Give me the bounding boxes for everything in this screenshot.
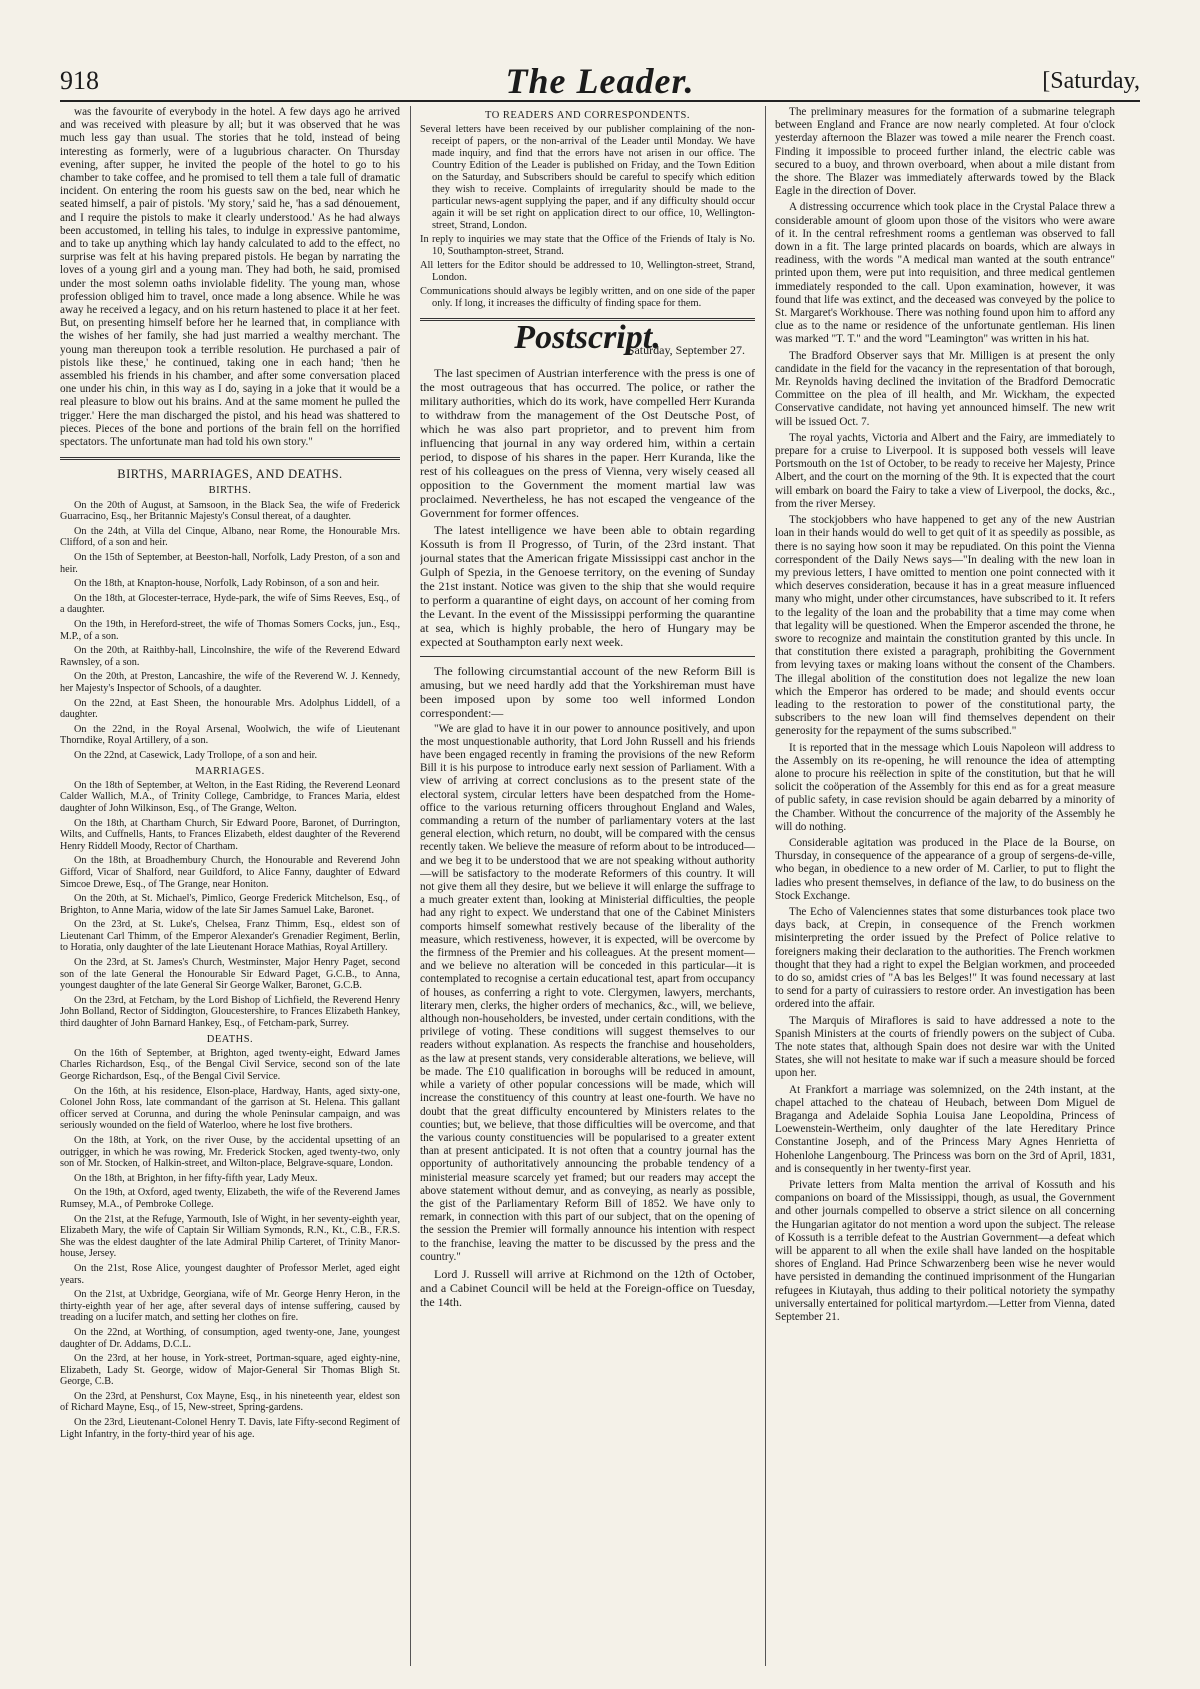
birth-entry: On the 24th, at Villa del Cinque, Albano, near Rome, the Honourable Mrs. Clifford, of a son and heir. xyxy=(60,525,400,549)
deaths-list xyxy=(60,1048,400,1440)
story-ending: was the favourite of everybody in the hotel. A few days ago he arrived and was received with pleasure by all; but it was observed that he was much less gay than usual. The stories that he told, instead of being interesting as formerly, were of a lugubrious character. On Thursday evening, after supper, he invited the people of the hotel to go to his chamber to take coffee, and he promised to tell them a tale full of dramatic incident. On entering the room his guests saw on the bed, near which he seated himself, a pair of pistols. 'My story,' said he, 'has a sad dénouement, and I require the pistols to make it clearly understood.' As he had always been accustomed, in telling his tales, to indulge in expressive pantomime, and to take up anything which lay handy calculated to add to the effect, no surprise was felt at his having prepared pistols. He began by narrating the loves of a young girl and a young man. They had both, he said, promised under the most solemn oaths inviolable fidelity. The young man, whose profession obliged him to travel, once made a long absence. While he was away he received a legacy, and on his return hastened to place it at her feet. But, on presenting himself before her he learned that, in compliance with the wishes of her family, she had just married a wealthy merchant. The young man thereupon took a terrible resolution. He purchased a pair of pistols like these,' he continued, taking one in each hand; 'then he assembled his friends in his chamber, and after some conversation placed one under his chin, in this way as I do, saying in a joke that it would be a real pleasure to blow out his brains. And at the same moment he pulled the trigger.' Here the man discharged the pistol, and his head was shattered to pieces. Pieces of the bone and portions of the brain fell on the horrified spectators. The unfortunate man had told his own story." xyxy=(60,106,400,449)
newspaper-title: The Leader. xyxy=(505,61,695,101)
news-paragraph: The Echo of Valenciennes states that some disturbances took place two days back, at Crepin, in consequence of the French workmen misinterpreting the order issued by the Prefect of Police relative to foreigners making their declaration to the authorities. The French workmen thought that they had a right to expel the Belgian workmen, and proceeded to do so, amidst cries of "A bas les Belges!" It was found necessary at last to send for a party of cuirassiers to restore order. An investigation has been ordered into the affair. xyxy=(775,905,1115,1011)
death-entry: On the 21st, at the Refuge, Yarmouth, Isle of Wight, in her seventy-eighth year, Elizabeth Mary, the wife of Captain Sir William Symonds, R.N., Kt., C.B., F.R.S. She was the eldest daughter of the late Admiral Philip Carteret, of Trinity Manor-house, Jersey. xyxy=(60,1213,400,1260)
death-entry: On the 23rd, Lieutenant-Colonel Henry T. Davis, late Fifty-second Regiment of Light Infantry, in the forty-third year of his age. xyxy=(60,1417,400,1440)
marriage-entry: On the 23rd, at Fetcham, by the Lord Bishop of Lichfield, the Reverend Henry John Bolland, Rector of Siddington, Gloucestershire, to Frances Elizabeth Hankey, third daughter of John Barnard Hankey, Esq., of Fetcham-park, Surrey. xyxy=(60,994,400,1030)
birth-entry: On the 22nd, in the Royal Arsenal, Woolwich, the wife of Lieutenant Thorndike, Royal Artillery, of a son. xyxy=(60,723,400,747)
death-entry: On the 16th, at his residence, Elson-place, Hardway, Hants, aged sixty-one, Colonel John Ross, late commandant of the garrison at St. Helena. This gallant officer served at Corunna, and during the whole Peninsular campaign, and was seriously wounded on the field of Waterloo, where he lost five brothers. xyxy=(60,1085,400,1132)
death-entry: On the 16th of September, at Brighton, aged twenty-eight, Edward James Charles Richardson, Esq., of the Bengal Civil Service, second son of the late George Richardson, Esq., of the Bengal Civil Service. xyxy=(60,1047,400,1083)
masthead xyxy=(60,60,1140,102)
news-paragraph: Considerable agitation was produced in the Place de la Bourse, on Thursday, in consequence of the appearance of a group of sergens-de-ville, who began, in obedience to a new order of M. Carlier, to put to flight the ladies who present themselves, in defiance of the law, to do business on the Stock Exchange. xyxy=(775,836,1115,902)
column-divider xyxy=(765,106,766,1666)
news-paragraph: The preliminary measures for the formation of a submarine telegraph between England and France are now nearly completed. At four o'clock yesterday afternoon the Blazer was towed a mile nearer the French coast. Finding it impossible to proceed further inland, the electric cable was secured to a buoy, and thrown overboard, when about a mile distant from the shore. The Blazer was immediately afterwards towed by the Black Eagle in the direction of Dover. xyxy=(775,106,1115,198)
reform-bill-article xyxy=(420,664,755,720)
masthead-rule xyxy=(60,100,1140,102)
death-entry: On the 19th, at Oxford, aged twenty, Elizabeth, the wife of the Reverend James Rumsey, M.A., of Pembroke College. xyxy=(60,1187,400,1210)
postscript-heading: Postscript. xyxy=(514,319,661,357)
birth-entry: On the 22nd, at Casewick, Lady Trollope, of a son and heir. xyxy=(74,749,318,761)
notice-heading: TO READERS AND CORRESPONDENTS. xyxy=(485,110,690,121)
news-paragraph: Private letters from Malta mention the arrival of Kossuth and his companions on board of the Mississippi, though, as usual, the Government and other journals compelled to observe a strict silence on all concerning the Hungarian agitator do not mention a word upon the subject. The release of Kossuth is a terrible defeat to the Austrian Government—a defeat which will be apparent to all when the exile shall have landed on the hospitable shores of England. Had Prince Schwarzenberg been wise he never would have persisted in demanding the continued imprisonment of the Hungarian refugees in Kiutayah, thus adding to their political notoriety the sympathy universally entertained for political martyrdom.—Letter from Vienna, dated September 21. xyxy=(775,1179,1115,1324)
birth-entry: On the 20th, at Raithby-hall, Lincolnshire, the wife of the Reverend Edward Rawnsley, of a son. xyxy=(60,645,400,668)
marriage-entry: On the 23rd, at St. Luke's, Chelsea, Franz Thimm, Esq., eldest son of Lieutenant Carl Thimm, of the Emperor Alexander's Grenadier Regiment, Berlin, to Horatia, only daughter of the late Lieutenant Horace Mathias, Royal Artillery. xyxy=(60,919,400,954)
column-right xyxy=(775,106,1115,1666)
notice-item: In reply to inquiries we may state that the Office of the Friends of Italy is No. 10, Southampton-street, Strand. xyxy=(420,234,755,258)
death-entry: On the 23rd, at her house, in York-street, Portman-square, aged eighty-nine, Elizabeth, Lady St. George, widow of Major-General Sir Thomas Bligh St. George, C.B. xyxy=(60,1353,400,1388)
postscript-dateline: Saturday, September 27. xyxy=(627,343,745,358)
masthead-day: [Saturday, xyxy=(1042,68,1140,94)
news-paragraph: A distressing occurrence which took place in the Crystal Palace threw a considerable amount of gloom upon those of the visitors who were aware of it. In the central refreshment rooms a gentleman was observed to fall down in a fit. The large printed placards on boards, which are always in readiness, with the words "A medical man wanted at the south entrance" printed upon them, were put into requisition, and three medical gentlemen immediately responded to the call. Upon examination, however, it was found that life was extinct, and the deceased was conveyed by the police to St. Margaret's Workhouse. There was nothing found upon him to afford any clue as to the name or residence of the unfortunate gentleman. His linen was marked "T. T." and the word "Leamington" was written in his hat. xyxy=(775,201,1115,346)
article-paragraph: The latest intelligence we have been able to obtain regarding Kossuth is from Il Progresso, of Turin, of the 23rd instant. That journal states that the American frigate Mississippi cast anchor in the Gulph of Spezia, in the Genoese territory, on the evening of Sunday the 21st instant. Notice was given to the ship that she would require to perform a quarantine of eight days, on account of her coming from the Levant. In the event of the Mississippi performing the quarantine at sea, which is highly probable, the hero of Hungary may be expected at Southampton early next week. xyxy=(420,522,755,649)
notice-block xyxy=(420,124,755,310)
marriage-entry: On the 18th, at Chartham Church, Sir Edward Poore, Baronet, of Durrington, Wilts, and Cuffnells, Hants, to Frances Elizabeth, eldest daughter of the Reverend Henry Riddell Moody, Rector of Chartham. xyxy=(60,817,400,852)
article-rule xyxy=(420,656,755,657)
death-entry: On the 21st, at Uxbridge, Georgiana, wife of Mr. George Henry Heron, in the thirty-eighth year of her age, after several days of intense suffering, caused by treading on a lucifer match, and setting her clothes on fire. xyxy=(60,1289,400,1324)
deaths-heading: DEATHS. xyxy=(206,1033,254,1045)
page-number: 918 xyxy=(60,66,99,95)
article-quote: "We are glad to have it in our power to announce positively, and upon the most unquestionable authority, that Lord John Russell and his friends have been engaged recently in framing the provisions of the new Reform Bill it is his purpose to introduce early next session of Parliament. With a view of arriving at correct conclusions as to the present state of the electoral system, circular letters have been despatched from the Home-office to the various returning officers throughout England and Wales, commanding a return of the number of parliamentary voters at the last general election, which return, no doubt, will be compared with the census recently taken. We believe the measure of reform about to be introduced—and we beg it to be understood that we are not speaking without authority—will be satisfactory to the moderate Reformers of this country. It will not give them all they desire, but we believe it will enlarge the suffrage to a much greater extent than, looking at Ministerial difficulties, the people had any right to expect. We understand that one of the Cabinet Ministers comports himself somewhat restively because of the liberality of the measure, which restiveness, however, it is expected, will be overcome by the firmness of the Premier and his colleagues. At the present moment—and we believe no alteration will be conceded in this particular—it is contemplated to recognise a certain educational test, apart from occupancy of houses, as conferring a right to vote. Clergymen, lawyers, merchants, literary men, clerks, the higher orders of mechanics, &c., will, we believe, although non-householders, be invested, under certain conditions, with the privilege of voting. These conditions will suggest themselves to our readers without explanation. As respects the franchise and householders, as the law at present stands, very considerable alterations, we believe, will be made. The £10 qualification in boroughs will be reduced in amount, while a variety of other popular concessions will be made, which will increase the constituency of this country at least one-fourth. We have no doubt that the great difficulty encountered by Ministers relates to the counties; but, we believe, that those difficulties will be overcome, and that the various county constituencies will be popularised to a greater extent than at present anticipated. It is not often that a country journal has the opportunity of authoritatively announcing the probable tendency of a ministerial measure scarcely yet framed; but our readers may accept the above statement without demur, and as conveying, as nearly as possible, the gist of the Parliamentary Reform Bill of 1852. We have only to remark, in connection with this part of our subject, that on the opening of the session the Premier will formally announce his intention with respect to the franchise, leaving the matter to be discussed by the press and the country." xyxy=(420,722,755,1263)
news-paragraph: At Frankfort a marriage was solemnized, on the 24th instant, at the chapel attached to the chateau of Heubach, between Dom Miguel de Braganga and Adelaide Sophia Louisa Jane Leopoldina, Princess of Loewenstein-Wertheim, only daughter of the late Hereditary Prince Constantine Joseph, and of the Princess Mary Agnes Henrietta of Hohenlohe Langenbourg. The Princess was born on the 3rd of April, 1831, and is consequently in her twenty-first year. xyxy=(775,1083,1115,1175)
notice-item: Several letters have been received by our publisher complaining of the non-receipt of papers, or the non-arrival of the Leader until Monday. We have made inquiry, and find that the errors have not arisen in our office. The Country Edition of the Leader is published on Friday, and the Town Edition on the Saturday, and Subscribers should be careful to specify which edition they wish to receive. Complaints of irregularity should be made to the particular news-agent supplying the paper, and if any difficulty should occur again it will be set right on application direct to our office, 10, Wellington-street, Strand, London. xyxy=(420,124,755,232)
death-entry: On the 22nd, at Worthing, of consumption, aged twenty-one, Jane, youngest daughter of Dr. Addams, D.C.L. xyxy=(60,1326,400,1350)
news-paragraph: The Marquis of Miraflores is said to have addressed a note to the Spanish Ministers at the courts of friendly powers on the subject of Cuba. The note states that, although Spain does not desire war with the United States, she will not hesitate to make war if such a measure should be forced upon her. xyxy=(775,1014,1115,1080)
death-entry: On the 21st, Rose Alice, youngest daughter of Professor Merlet, aged eight years. xyxy=(60,1262,400,1286)
birth-entry: On the 18th, at Glocester-terrace, Hyde-park, the wife of Sims Reeves, Esq., of a daughter. xyxy=(60,592,400,616)
birth-entry: On the 19th, in Hereford-street, the wife of Thomas Somers Cocks, jun., Esq., M.P., of a son. xyxy=(60,619,400,642)
birth-entry: On the 20th, at Preston, Lancashire, the wife of the Reverend W. J. Kennedy, her Majesty's Inspector of Schools, of a daughter. xyxy=(60,671,400,694)
notice-item: All letters for the Editor should be addressed to 10, Wellington-street, Strand, London. xyxy=(420,260,755,284)
birth-entry: On the 18th, at Knapton-house, Norfolk, Lady Robinson, of a son and heir. xyxy=(74,578,380,590)
postscript-body xyxy=(420,366,755,649)
notice-item: Communications should always be legibly written, and on one side of the paper only. If long, it increases the difficulty of finding space for them. xyxy=(420,286,755,310)
section-rule xyxy=(60,457,400,460)
article-paragraph: The following circumstantial account of the new Reform Bill is amusing, but we need hardly add that the Yorkshireman must have been imposed upon by some too well informed London correspondent:— xyxy=(420,663,755,720)
birth-entry: On the 20th of August, at Samsoon, in the Black Sea, the wife of Frederick Guarracino, Esq., her Britannic Majesty's Consul thereat, of a daughter. xyxy=(60,499,400,523)
column-middle xyxy=(420,106,755,1666)
marriage-entry: On the 18th, at Broadhembury Church, the Honourable and Reverend John Gifford, Vicar of Shalford, near Guildford, to Alice Fanny, daughter of Edward Simcoe Drewe, Esq., of The Grange, near Honiton. xyxy=(60,855,400,890)
births-heading: BIRTHS. xyxy=(208,485,252,497)
death-entry: On the 18th, at Brighton, in her fifty-fifth year, Lady Meux. xyxy=(74,1172,318,1184)
news-paragraph: The royal yachts, Victoria and Albert and the Fairy, are immediately to prepare for a cruise to Liverpool. It is supposed both vessels will leave Portsmouth on the 1st of October, to be ready to receive her Majesty, Prince Albert, and the court on the morning of the 9th. It is expected that the court will embark on board the Fairy to take a view of Liverpool, the docks, &c., from the river Mersey. xyxy=(775,431,1115,510)
marriage-entry: On the 20th, at St. Michael's, Pimlico, George Frederick Mitchelson, Esq., of Brighton, to Anne Maria, widow of the late Sir James Samuel Lake, Baronet. xyxy=(60,893,400,916)
article-paragraph: Lord J. Russell will arrive at Richmond on the 12th of October, and a Cabinet Council will be held at the Foreign-office on Tuesday, the 14th. xyxy=(420,1266,755,1309)
bmd-heading: BIRTHS, MARRIAGES, AND DEATHS. xyxy=(117,467,343,482)
birth-entry: On the 15th of September, at Beeston-hall, Norfolk, Lady Preston, of a son and heir. xyxy=(60,552,400,575)
column-divider xyxy=(410,106,411,1666)
death-entry: On the 23rd, at Penshurst, Cox Mayne, Esq., in his nineteenth year, eldest son of Richard Mayne, Esq., of 15, New-street, Spring-gardens. xyxy=(60,1390,400,1414)
news-paragraph: The stockjobbers who have happened to get any of the new Austrian loan in their hands would do well to get quit of it as speedily as possible, as there is no saying how soon it may be repudiated. On this point the Vienna correspondent of the Daily News says—"In dealing with the new loan in my previous letters, I have omitted to mention one point connected with it which deserves consideration, because it has in a great measure influenced many who might, under other circumstances, have subscribed to it. It refers to the legality of the loan and the probability that a time may come when that legality will be questioned. When the Emperor ascended the throne, he swore to recognize and maintain the constitution granted by this uncle. In that constitution there existed a paragraph, prohibiting the Government from levying taxes or making loans without the consent of the Chambers. The illegal abolition of the constitution does not legalize the new loan which the Emperor has ordered to be made; and should events occur leading to the restoration to power of the constitutional party, the subscribers to the new loan will find themselves dependent on their generosity for the repayment of the sums subscribed." xyxy=(775,514,1115,738)
death-entry: On the 18th, at York, on the river Ouse, by the accidental upsetting of an outrigger, in which he was rowing, Mr. Frederick Stocken, aged twenty-two, only son of Mr. Stocken, of Halkin-street, and Wilton-place, Belgrave-square, London. xyxy=(60,1135,400,1170)
marriages-list xyxy=(60,780,400,1030)
news-paragraph: The Bradford Observer says that Mr. Milligen is at present the only candidate in the field for the vacancy in the representation of that borough, Mr. Reynolds having declined the invitation of the Bradford Democratic Committee on the plea of ill health, and Mr. Wickham, the expected Conservative candidate, not having yet announced himself. The new writ will be issued Oct. 7. xyxy=(775,349,1115,428)
marriages-heading: MARRIAGES. xyxy=(195,765,265,777)
column-left xyxy=(60,106,400,1666)
article-paragraph: The last specimen of Austrian interference with the press is one of the most outrageous that has occurred. The police, or rather the military authorities, which do its work, have compelled Herr Kuranda to withdraw from the management of the Ost Deutsche Post, of which he was also part proprietor, and to prevent him from influencing that journal in any way ordered him, within a certain period, to dispose of his shares in the paper. Herr Kuranda, like the rest of his colleagues on the press of Vienna, very wisely ceased all opposition to the Government the moment martial law was proclaimed. Nevertheless, he has not escaped the vengeance of the Government for former offences. xyxy=(420,365,755,520)
marriage-entry: On the 18th of September, at Welton, in the East Riding, the Reverend Leonard Calder Wallich, M.A., of Trinity College, Cambridge, to Frances Maria, eldest daughter of John Wilkinson, Esq., of The Grange, Welton. xyxy=(60,779,400,814)
marriage-entry: On the 23rd, at St. James's Church, Westminster, Major Henry Paget, second son of the late General the Honourable Sir Edward Paget, G.C.B., to Anna, youngest daughter of the late General Sir George Walker, Baronet, G.C.B. xyxy=(60,957,400,992)
births-list xyxy=(60,500,400,762)
birth-entry: On the 22nd, at East Sheen, the honourable Mrs. Adolphus Liddell, of a daughter. xyxy=(60,697,400,721)
news-paragraph: It is reported that in the message which Louis Napoleon will address to the Assembly on its re-opening, he will renounce the idea of attempting alone to procure his reëlection in spite of the constitution, but that he will solicit the coöperation of the Assembly for this end as for a great measure of public safety, in case revision should be again debarred by a minority of the Chamber. Without the concurrence of the majority of the Assembly he will do nothing. xyxy=(775,741,1115,833)
